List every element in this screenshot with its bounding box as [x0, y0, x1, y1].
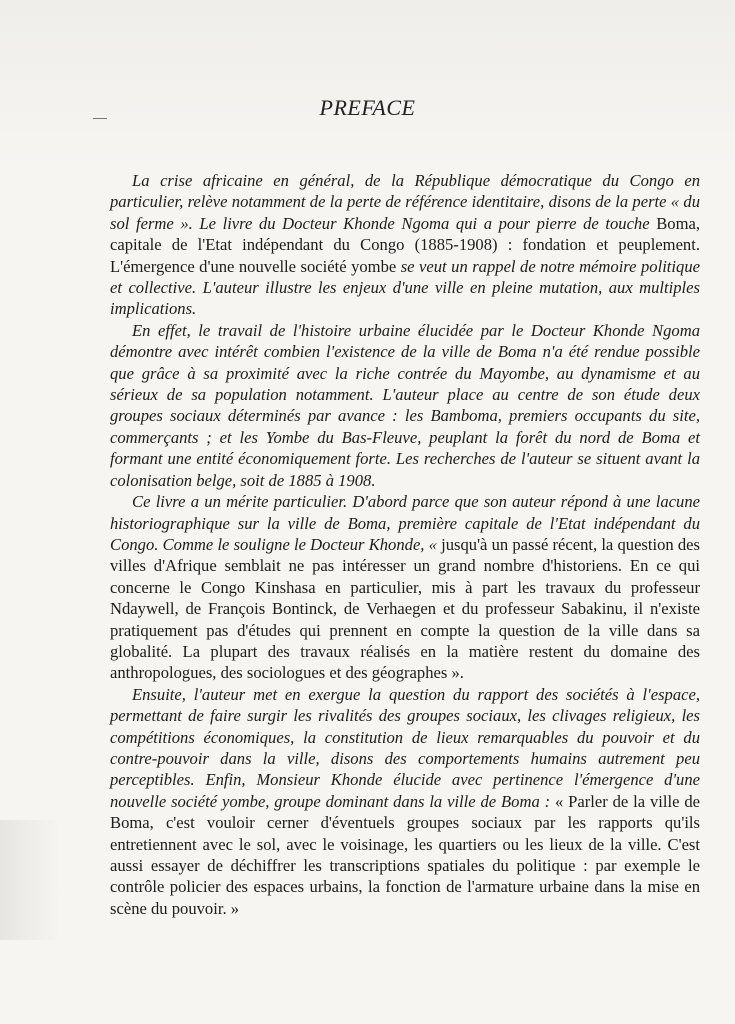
paragraph-1-segment-1: La crise africaine en général, de la République démocratique du Congo en particulier, relève notamment de la perte de référence identitaire, disons de la perte « du sol ferme ». Le livre du Docteur Khonde Ngoma qui a pour pierre de touche	[110, 171, 700, 233]
paragraph-3	[110, 491, 700, 684]
ink-mark	[93, 118, 107, 119]
paragraph-1-segment-2: Boma, capitale de l'Etat indépendant du Congo (1885-1908) : fondation et peuplement. L'émergence d'une nouvelle société yombe	[110, 213, 700, 276]
paragraph-1	[110, 170, 700, 320]
paragraph-4-segment-2: « Parler de la ville de Boma, c'est vouloir cerner d'éventuels groupes sociaux par les rapports qu'ils entretiennent avec le sol, avec le voisinage, les quartiers ou les lieux de la ville. C'est aussi essayer de déchiffrer les transcriptions spatiales du politique : par exemple le contrôle policier des espaces urbains, la fonction de l'armature urbaine dans la mise en scène du pouvoir. »	[110, 791, 701, 918]
paragraph-3-segment-2: jusqu'à un passé récent, la question des villes d'Afrique semblait ne pas intéresser un grand nombre d'historiens. En ce qui concerne le Congo Kinshasa en particulier, mis à part les travaux du professeur Ndaywell, de François Bontinck, de Verhaegen et du professeur Sabakinu, il n'existe pratiquement pas d'études qui prennent en compte la question de la ville dans sa globalité. La plupart des travaux réalisés en la matière restent du domaine des anthropologues, des sociologues et des géographes ».	[110, 534, 700, 683]
paragraph-4-segment-1: Ensuite, l'auteur met en exergue la question du rapport des sociétés à l'espace, permettant de faire surgir les rivalités des groupes sociaux, les clivages religieux, les compétitions économiques, la constitution de lieux remarquables du pouvoir et du contre-pouvoir dans la ville, disons des comportements humains autrement peu perceptibles. Enfin, Monsieur Khonde élucide avec pertinence l'émergence d'une nouvelle société yombe, groupe dominant dans la ville de Boma :	[110, 684, 700, 811]
page-title: PREFACE	[319, 95, 416, 120]
paragraph-2	[110, 320, 700, 491]
paragraph-4	[110, 684, 700, 919]
page-edge-shadow	[0, 820, 60, 940]
body-text	[110, 170, 700, 919]
paragraph-2-segment-1: En effet, le travail de l'histoire urbaine élucidée par le Docteur Khonde Ngoma démontre avec intérêt combien l'existence de la ville de Boma n'a été rendue possible que grâce à sa proximité avec la riche contrée du Mayombe, au dynamisme et au sérieux de sa population notamment. L'auteur place au centre de son étude deux groupes sociaux déterminés par avance : les Bamboma, premiers occupants du site, commerçants ; et les Yombe du Bas-Fleuve, peuplant la forêt du nord de Boma et formant une entité économiquement forte. Les recherches de l'auteur se situent avant la colonisation belge, soit de 1885 à 1908.	[110, 320, 700, 490]
paragraph-1-segment-3: se veut un rappel de notre mémoire politique et collective. L'auteur illustre les enjeux d'une ville en pleine mutation, aux multiples implications.	[110, 256, 700, 319]
paragraph-3-segment-1: Ce livre a un mérite particulier. D'abord parce que son auteur répond à une lacune historiographique sur la ville de Boma, première capitale de l'Etat indépendant du Congo. Comme le souligne le Docteur Khonde, «	[110, 492, 700, 554]
show-through-background	[0, 0, 735, 170]
